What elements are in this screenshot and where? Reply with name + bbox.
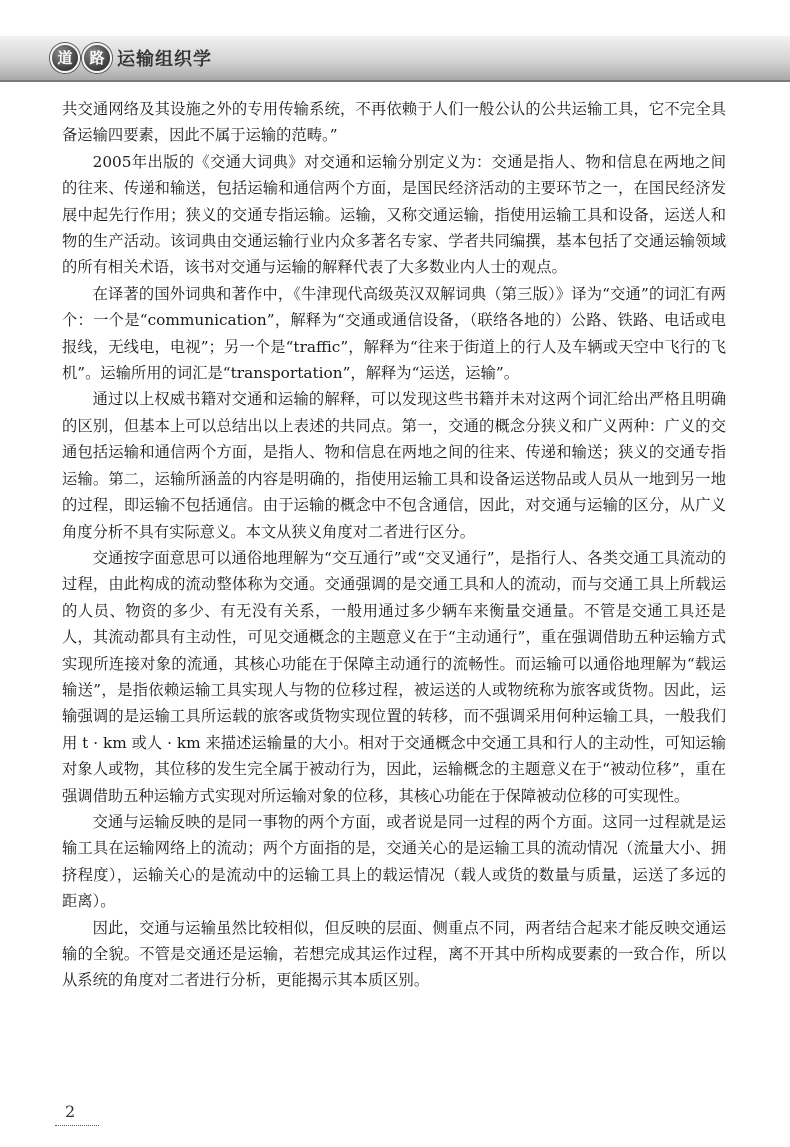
header-divider [0, 80, 790, 82]
header-badge-dao: 道 [50, 43, 80, 73]
page-number: 2 [65, 1102, 76, 1121]
paragraph: 通过以上权威书籍对交通和运输的解释，可以发现这些书籍并未对这两个词汇给出严格且明确的区别，但基本上可以总结出以上表述的共同点。第一，交通的概念分狭义和广义两种：广义的交通包括运输和通信两个方面，是指人、物和信息在两地之间的往来、传递和输送；狭义的交通专指运输。第二，运输所涵盖的内容是明确的，指使用运输工具和设备运送物品或人员从一地到另一地的过程，即运输不包括通信。由于运输的概念中不包含通信，因此，对交通与运输的区分，从广义角度分析不具有实际意义。本文从狭义角度对二者进行区分。 [62, 390, 726, 541]
paragraph: 交通与运输反映的是同一事物的两个方面，或者说是同一过程的两个方面。这同一过程就是运输工具在运输网络上的流动；两个方面指的是，交通关心的是运输工具的流动情况（流量大小、拥挤程度），运输关心的是流动中的运输工具上的载运情况（载人或货的数量与质量，运送了多远的距离）。 [62, 812, 726, 911]
paragraph: 因此，交通与运输虽然比较相似，但反映的层面、侧重点不同，两者结合起来才能反映交通运输的全貌。不管是交通还是运输，若想完成其运作过程，离不开其中所构成要素的一致合作，所以从系统的角度对二者进行分析，更能揭示其本质区别。 [62, 918, 726, 990]
paragraph-continued: 共交通网络及其设施之外的专用传输系统，不再依赖于人们一般公认的公共运输工具，它不完全具备运输四要素，因此不属于运输的范畴。” [62, 100, 726, 145]
body-text [62, 96, 726, 994]
paragraph: 在译著的国外词典和著作中，《牛津现代高级英汉双解词典（第三版）》译为“交通”的词汇有两个：一个是“communication”，解释为“交通或通信设备，（联络各地的）公路、铁路、电话或电报线，无线电，电视”；另一个是“traffic”，解释为“往来于街道上的行人及车辆或天空中飞行的飞机”。运输所用的词汇是“transportation”，解释为“运送，运输”。 [62, 284, 726, 383]
footer-decoration [55, 1125, 99, 1136]
book-title: 运输组织学 [117, 49, 212, 70]
running-header [0, 0, 790, 80]
paragraph: 2005年出版的《交通大词典》对交通和运输分别定义为：交通是指人、物和信息在两地之间的往来、传递和输送，包括运输和通信两个方面，是国民经济活动的主要环节之一，在国民经济发展中起先行作用；狭义的交通专指运输。运输，又称交通运输，指使用运输工具和设备，运送人和物的生产活动。该词典由交通运输行业内众多著名专家、学者共同编撰，基本包括了交通运输领域的所有相关术语，该书对交通与运输的解释代表了大多数业内人士的观点。 [62, 152, 726, 277]
header-badge-lu: 路 [82, 43, 112, 73]
page-footer [55, 1102, 99, 1136]
paragraph: 交通按字面意思可以通俗地理解为“交互通行”或“交叉通行”，是指行人、各类交通工具流动的过程，由此构成的流动整体称为交通。交通强调的是交通工具和人的流动，而与交通工具上所载运的人员、物资的多少、有无没有关系，一般用通过多少辆车来衡量交通量。不管是交通工具还是人，其流动都具有主动性，可见交通概念的主题意义在于“主动通行”，重在强调借助五种运输方式实现所连接对象的流通，其核心功能在于保障主动通行的流畅性。而运输可以通俗地理解为“载运输送”，是指依赖运输工具实现人与物的位移过程，被运送的人或物统称为旅客或货物。因此，运输强调的是运输工具所运载的旅客或货物实现位置的转移，而不强调采用何种运输工具，一般我们用 t · km 或人 · km 来描述运输量的大小。相对于交通概念中交通工具和行人的主动性，可知运输对象人或物，其位移的发生完全属于被动行为，因此，运输概念的主题意义在于“被动位移”，重在强调借助五种运输方式实现对所运输对象的位移，其核心功能在于保障被动位移的可实现性。 [62, 548, 726, 805]
header-badges [50, 43, 114, 73]
